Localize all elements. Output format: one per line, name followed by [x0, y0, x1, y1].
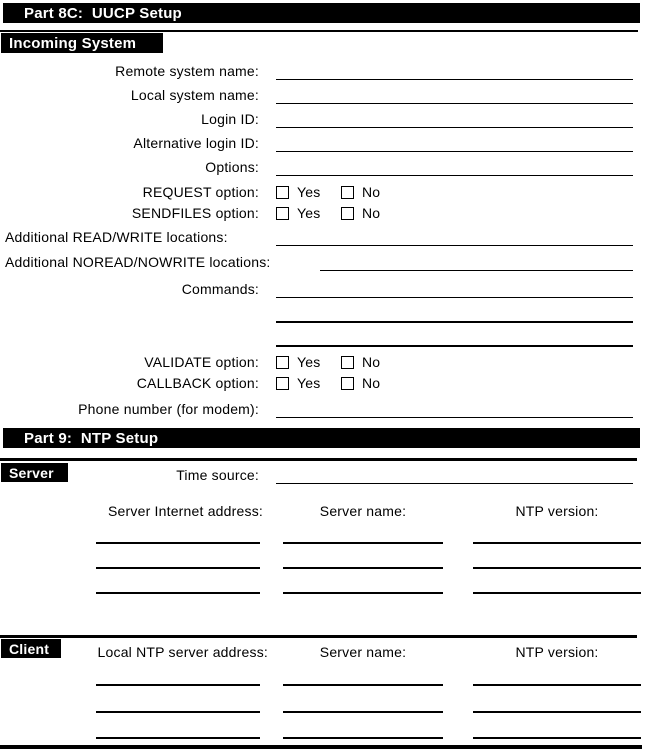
sendfiles-no-checkbox[interactable]: [341, 207, 354, 220]
local-system-name-field[interactable]: [276, 103, 633, 105]
incoming-system-badge: [1, 33, 163, 53]
field-row-time-source: [0, 464, 656, 484]
commands-field-line-3[interactable]: [276, 345, 633, 347]
sendfiles-yes-checkbox[interactable]: [276, 207, 289, 220]
remote-system-name-label: Remote system name:: [115, 63, 259, 79]
commands-field-line-1[interactable]: [276, 297, 633, 299]
server-section-label: Server: [9, 464, 54, 481]
field-row-alternative-login-id: [0, 135, 656, 152]
time-source-label: Time source:: [176, 467, 259, 483]
field-row-additional-noread-nowrite: [0, 254, 656, 271]
server-table-header-row: [0, 503, 656, 520]
field-row-local-system-name: [0, 87, 656, 104]
callback-option-label: CALLBACK option:: [136, 375, 259, 391]
commands-field-line-2[interactable]: [276, 321, 633, 323]
login-id-label: Login ID:: [201, 111, 259, 127]
request-yes-checkbox[interactable]: [276, 186, 289, 199]
part-9-header-bar: [3, 428, 640, 448]
server-ntp-version-field-1[interactable]: [473, 542, 641, 544]
additional-read-write-label: Additional READ/WRITE locations:: [5, 229, 228, 245]
field-row-phone-number: [0, 401, 656, 418]
client-server-name-header: Server name:: [319, 644, 407, 660]
callback-yes-label: Yes: [297, 375, 321, 391]
server-name-field-1[interactable]: [283, 542, 443, 544]
checkbox-row-validate: [0, 354, 656, 371]
validate-no-checkbox[interactable]: [341, 356, 354, 369]
sendfiles-yes-label: Yes: [297, 205, 321, 221]
client-ntp-version-field-3[interactable]: [473, 737, 641, 739]
options-label: Options:: [205, 159, 259, 175]
request-yes-label: Yes: [297, 184, 321, 200]
section-rule: [0, 458, 637, 461]
commands-label: Commands:: [181, 281, 259, 297]
section-rule: [0, 635, 637, 638]
client-server-name-field-3[interactable]: [283, 737, 443, 739]
field-row-remote-system-name: [0, 63, 656, 80]
phone-number-label: Phone number (for modem):: [78, 401, 259, 417]
part-8c-header-bar: [3, 3, 640, 23]
page-bottom-rule: [0, 745, 642, 749]
client-address-field-2[interactable]: [96, 711, 260, 713]
additional-noread-nowrite-label: Additional NOREAD/NOWRITE locations:: [5, 254, 271, 270]
options-field[interactable]: [276, 175, 633, 177]
section-rule: [0, 30, 638, 32]
checkbox-row-request: [0, 184, 656, 201]
additional-read-write-field[interactable]: [276, 245, 633, 247]
server-address-field-1[interactable]: [96, 542, 260, 544]
server-internet-address-header: Server Internet address:: [108, 503, 263, 519]
client-ntp-version-header: NTP version:: [515, 644, 599, 660]
request-no-checkbox[interactable]: [341, 186, 354, 199]
additional-noread-nowrite-field[interactable]: [320, 270, 633, 272]
validate-no-label: No: [362, 354, 381, 370]
field-row-options: [0, 159, 656, 176]
client-table-header-row: [0, 644, 656, 661]
ntp-version-header: NTP version:: [515, 503, 599, 519]
local-ntp-server-address-header: Local NTP server address:: [97, 644, 268, 660]
client-server-name-field-2[interactable]: [283, 711, 443, 713]
request-option-label: REQUEST option:: [142, 184, 259, 200]
server-name-field-2[interactable]: [283, 567, 443, 569]
server-name-header: Server name:: [319, 503, 407, 519]
phone-number-field[interactable]: [276, 417, 633, 419]
server-ntp-version-field-2[interactable]: [473, 567, 641, 569]
server-address-field-3[interactable]: [96, 592, 260, 594]
time-source-field[interactable]: [276, 483, 633, 485]
validate-yes-checkbox[interactable]: [276, 356, 289, 369]
local-system-name-label: Local system name:: [130, 87, 259, 103]
client-section-label: Client: [9, 640, 50, 657]
server-address-field-2[interactable]: [96, 567, 260, 569]
part-8c-title: Part 8C: UUCP Setup: [24, 4, 182, 22]
checkbox-row-sendfiles: [0, 205, 656, 222]
client-address-field-3[interactable]: [96, 737, 260, 739]
checkbox-row-callback: [0, 375, 656, 392]
client-address-field-1[interactable]: [96, 684, 260, 686]
login-id-field[interactable]: [276, 127, 633, 129]
field-row-additional-read-write: [0, 229, 656, 246]
sendfiles-no-label: No: [362, 205, 381, 221]
alternative-login-id-field[interactable]: [276, 151, 633, 153]
validate-option-label: VALIDATE option:: [144, 354, 259, 370]
alternative-login-id-label: Alternative login ID:: [133, 135, 259, 151]
client-server-name-field-1[interactable]: [283, 684, 443, 686]
server-ntp-version-field-3[interactable]: [473, 592, 641, 594]
callback-no-label: No: [362, 375, 381, 391]
server-name-field-3[interactable]: [283, 592, 443, 594]
field-row-login-id: [0, 111, 656, 128]
incoming-system-label: Incoming System: [9, 34, 137, 52]
remote-system-name-field[interactable]: [276, 79, 633, 81]
part-9-title: Part 9: NTP Setup: [24, 429, 159, 447]
callback-no-checkbox[interactable]: [341, 377, 354, 390]
field-row-commands: [0, 281, 656, 298]
callback-yes-checkbox[interactable]: [276, 377, 289, 390]
validate-yes-label: Yes: [297, 354, 321, 370]
sendfiles-option-label: SENDFILES option:: [131, 205, 259, 221]
client-ntp-version-field-1[interactable]: [473, 684, 641, 686]
request-no-label: No: [362, 184, 381, 200]
client-ntp-version-field-2[interactable]: [473, 711, 641, 713]
